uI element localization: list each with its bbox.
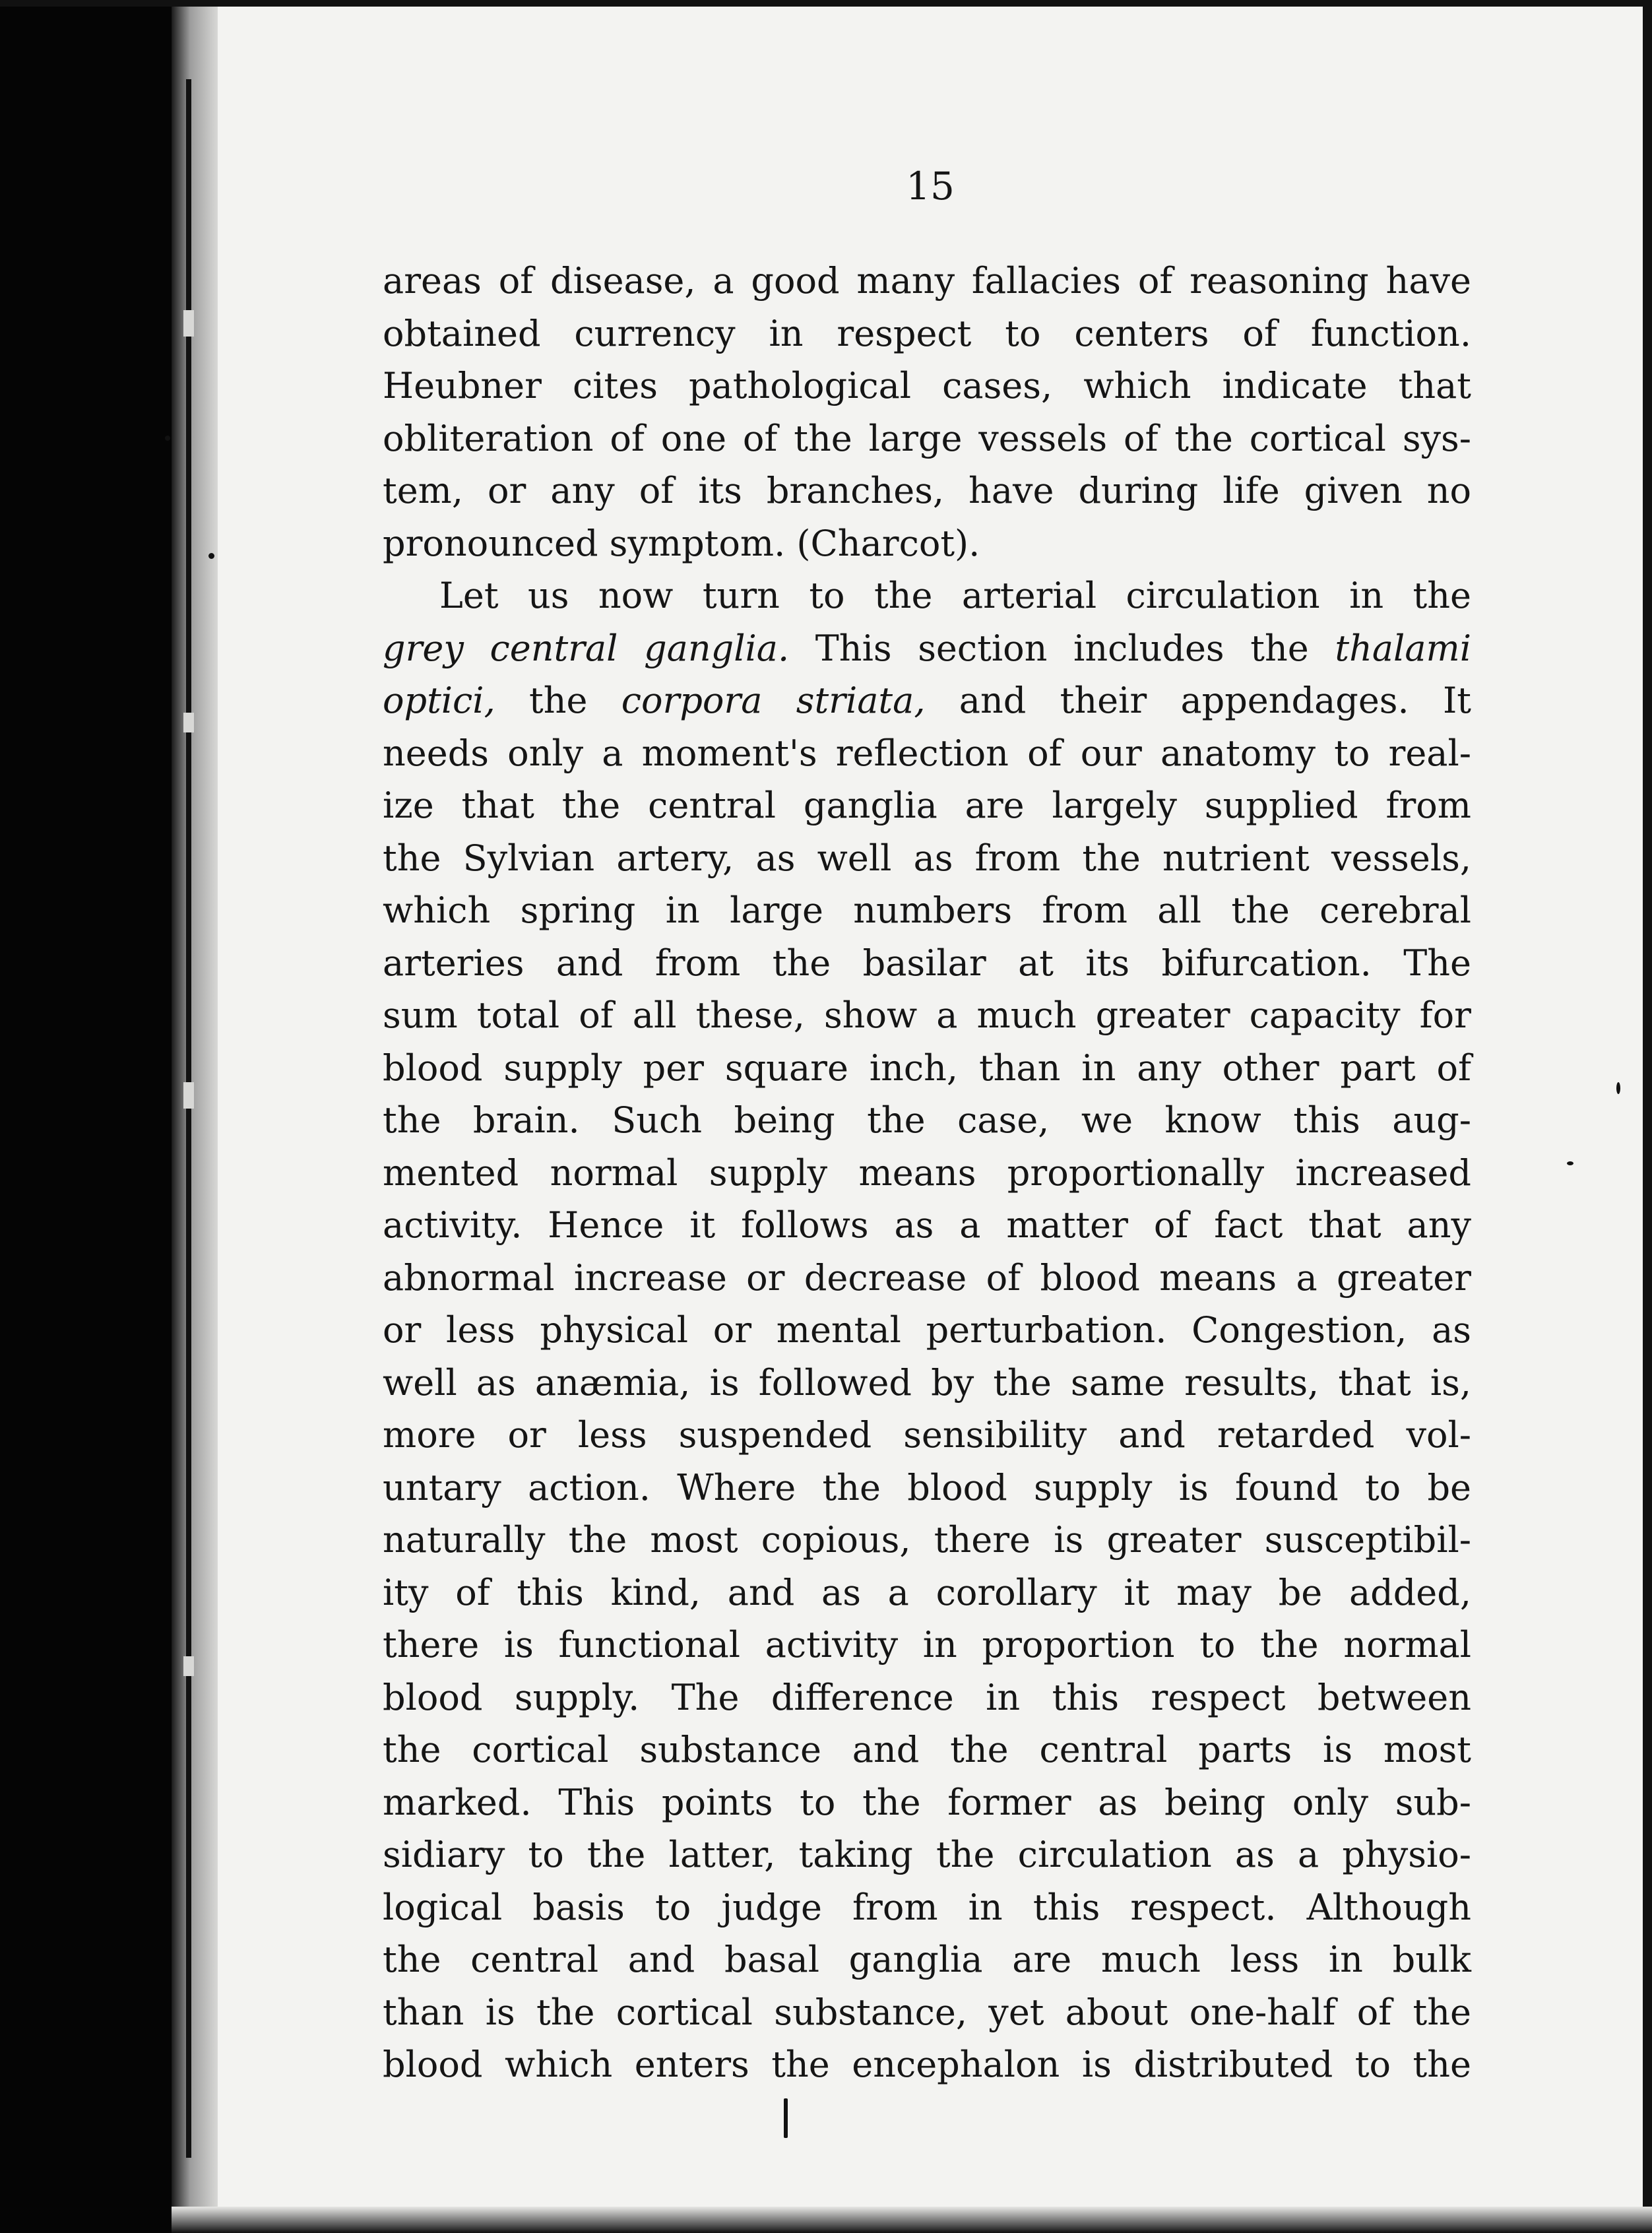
text-line <box>383 360 1471 412</box>
scan-border-bottom <box>172 2207 1652 2233</box>
ink-speck <box>1616 1082 1620 1094</box>
text-line <box>383 1828 1471 1881</box>
text-line <box>383 1199 1471 1252</box>
text-run: naturally the most copious, there is greater susceptibil- <box>383 1519 1471 1561</box>
italic-text: thalami <box>1335 627 1471 669</box>
text-run: and their appendages. It <box>925 680 1471 721</box>
text-run: blood which enters the encephalon is distributed to the <box>383 2044 1471 2085</box>
text-line <box>383 517 1471 570</box>
text-run: sum total of all these, show a much greater capacity for <box>383 994 1471 1036</box>
ink-speck <box>208 553 214 559</box>
text-line <box>383 2038 1471 2091</box>
text-run: more or less suspended sensibility and retarded vol- <box>383 1414 1471 1456</box>
scan-border-right <box>1643 0 1652 2233</box>
text-run: untary action. Where the blood supply is found to be <box>383 1466 1471 1508</box>
ink-speck <box>1567 1161 1573 1165</box>
text-run: pronounced symptom. (Charcot). <box>383 522 980 564</box>
text-line <box>383 1357 1471 1409</box>
text-line <box>383 1933 1471 1986</box>
ink-speck <box>784 2098 788 2138</box>
text-line <box>383 727 1471 780</box>
text-line <box>383 1409 1471 1462</box>
text-run: which spring in large numbers from all the cerebral <box>383 890 1471 931</box>
text-run: the cortical substance and the central parts is most <box>383 1729 1471 1770</box>
book-gutter <box>172 0 218 2233</box>
text-line <box>383 1671 1471 1724</box>
text-line <box>383 1986 1471 2039</box>
text-run: well as anæmia, is followed by the same results, that is, <box>383 1361 1471 1404</box>
text-line <box>383 465 1471 517</box>
text-line <box>383 1619 1471 1671</box>
page-number: 15 <box>906 164 955 209</box>
text-run: mented normal supply means proportionally increased <box>383 1151 1471 1194</box>
text-run: activity. Hence it follows as a matter of fact that any <box>383 1204 1471 1246</box>
text-line <box>383 779 1471 832</box>
text-line <box>383 1252 1471 1305</box>
text-line <box>383 937 1471 990</box>
text-line <box>383 989 1471 1042</box>
text-line <box>383 1462 1471 1514</box>
text-run: the central and basal ganglia are much less in bulk <box>383 1939 1471 1980</box>
text-line <box>383 1304 1471 1357</box>
text-run: arteries and from the basilar at its bifurcation. The <box>383 942 1471 984</box>
text-run: obtained currency in respect to centers of function. <box>383 312 1471 354</box>
text-run: needs only a moment's reflection of our anatomy to real- <box>383 732 1471 774</box>
text-run: Let us now turn to the arterial circulation in the <box>439 575 1471 616</box>
text-line <box>383 1042 1471 1095</box>
body-text <box>383 255 1471 2091</box>
text-line <box>383 1776 1471 1829</box>
text-line <box>383 1567 1471 1619</box>
text-run: blood supply. The difference in this respect between <box>383 1676 1471 1718</box>
text-run: areas of disease, a good many fallacies of reasoning have <box>383 260 1471 302</box>
text-run: ize that the central ganglia are largely supplied from <box>383 785 1471 826</box>
text-run: or less physical or mental perturbation. Congestion, as <box>383 1309 1471 1351</box>
text-run: the <box>495 680 621 721</box>
binding-gap <box>183 310 194 337</box>
text-run: This section includes the <box>789 627 1335 669</box>
text-run: ity of this kind, and as a corollary it may be added, <box>383 1571 1471 1613</box>
text-line <box>383 1147 1471 1200</box>
text-run: tem, or any of its branches, have during life given no <box>383 470 1471 511</box>
scan-border-top <box>0 0 1652 7</box>
text-run: abnormal increase or decrease of blood means a greater <box>383 1256 1471 1299</box>
text-line <box>383 569 1471 622</box>
text-run: than is the cortical substance, yet about one-half of the <box>383 1991 1471 2033</box>
text-run: the Sylvian artery, as well as from the nutrient vessels, <box>383 837 1471 879</box>
italic-text: grey central ganglia. <box>383 627 790 669</box>
text-run: Heubner cites pathological cases, which indicate that <box>383 365 1471 406</box>
text-line <box>383 832 1471 885</box>
binding-edge <box>186 79 191 2158</box>
binding-gap <box>183 1082 194 1109</box>
text-run: blood supply per square inch, than in any other part of <box>383 1047 1471 1089</box>
text-line <box>383 1881 1471 1934</box>
text-run: there is functional activity in proportion to the normal <box>383 1624 1471 1666</box>
text-line <box>383 1514 1471 1567</box>
italic-text: corpora striata, <box>621 680 926 721</box>
text-run: marked. This points to the former as being only sub- <box>383 1781 1471 1823</box>
text-run: logical basis to judge from in this respect. Although <box>383 1886 1471 1928</box>
text-line <box>383 884 1471 937</box>
binding-gap <box>183 1656 194 1676</box>
text-run: obliteration of one of the large vessels of the cortical sys- <box>383 417 1471 459</box>
text-line <box>383 1724 1471 1776</box>
text-line <box>383 1094 1471 1147</box>
text-line <box>383 412 1471 465</box>
italic-text: optici, <box>383 680 495 721</box>
text-run: sidiary to the latter, taking the circulation as a physio- <box>383 1834 1471 1875</box>
scan-border-left <box>0 0 172 2233</box>
binding-gap <box>183 713 194 732</box>
text-line <box>383 674 1471 727</box>
ink-speck <box>165 436 170 441</box>
text-run: the brain. Such being the case, we know this aug- <box>383 1099 1471 1141</box>
text-line <box>383 307 1471 360</box>
text-line <box>383 255 1471 307</box>
text-line <box>383 622 1471 675</box>
